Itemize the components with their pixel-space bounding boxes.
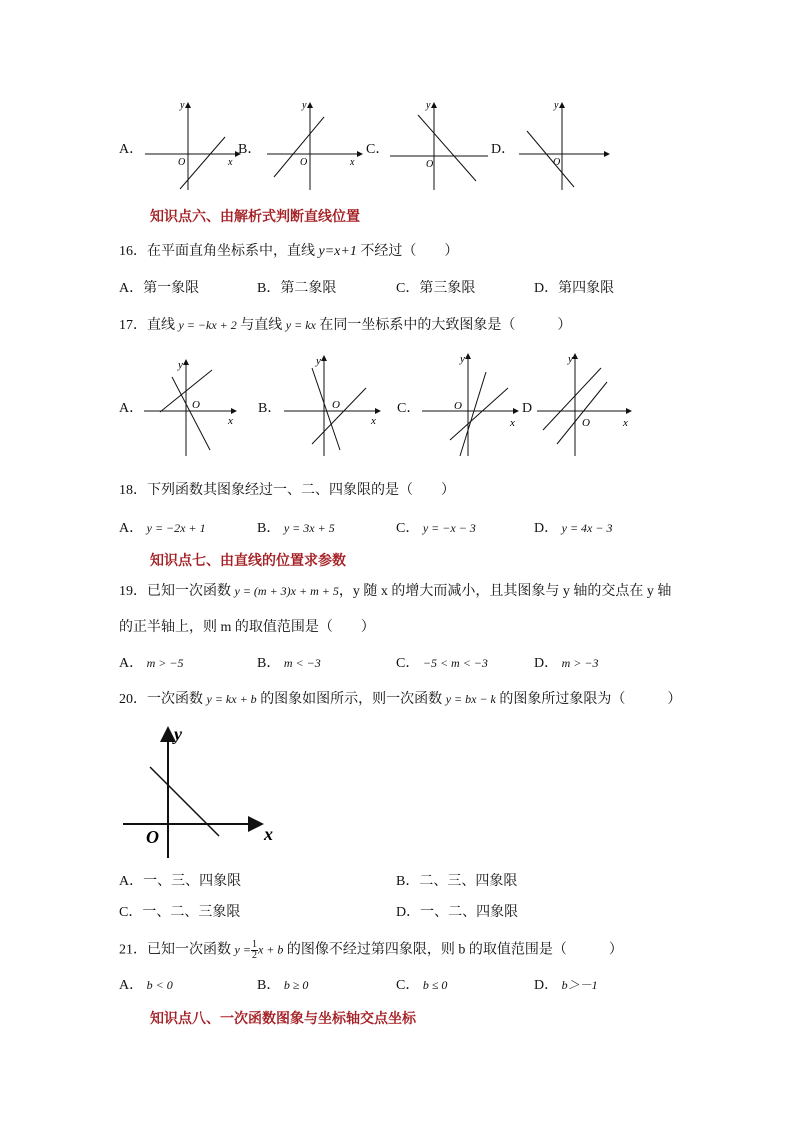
svg-text:O: O	[178, 157, 186, 168]
q18-option-d: D． y = 4x − 3	[534, 521, 613, 536]
q17-graph-a	[142, 352, 252, 462]
option-b-label: B．	[238, 142, 262, 157]
section-heading-7: 知识点七、由直线的位置求参数	[150, 552, 346, 568]
q17-graph-b	[282, 352, 392, 462]
svg-text:O: O	[300, 157, 308, 168]
svg-text:y: y	[426, 100, 431, 111]
q17-graph-c	[420, 352, 533, 462]
svg-text:y: y	[568, 353, 573, 365]
q19-option-d: D． m > −3	[534, 656, 599, 671]
question-21-stem: 21．已知一次函数 y = $\frac{1}{2}$ x + b 的图像不经过第四象限，则 b 的取值范围是（ ）	[119, 939, 623, 961]
q21-option-c: C． b ≤ 0	[396, 978, 448, 993]
q20-option-a: A．一、三、四象限	[119, 874, 242, 889]
svg-text:y: y	[316, 355, 321, 367]
q18-option-b: B． y = 3x + 5	[257, 521, 335, 536]
q18-option-c: C． y = −x − 3	[396, 521, 476, 536]
svg-text:x: x	[264, 824, 273, 844]
question-19-stem-line2: 的正半轴上，则 m 的取值范围是（ ）	[119, 620, 375, 635]
svg-text:O: O	[553, 157, 561, 168]
q21-option-d: D． b＞－1	[534, 978, 598, 993]
q18-option-a: A． y = −2x + 1	[119, 521, 206, 536]
q21-option-b: B． b ≥ 0	[257, 978, 309, 993]
option-a-label: A．	[119, 142, 144, 157]
svg-text:y: y	[460, 353, 465, 365]
option-d-label: D．	[491, 142, 516, 157]
svg-text:O: O	[146, 827, 159, 847]
question-16-stem: 16．在平面直角坐标系中，直线 y=x+1 不经过（ ）	[119, 244, 459, 259]
q19-option-c: C． −5 < m < −3	[396, 656, 488, 671]
q20-option-c: C．一、二、三象限	[119, 905, 241, 920]
q20-option-d: D．一、二、四象限	[396, 905, 519, 920]
question-18-stem: 18．下列函数其图象经过一、二、四象限的是（ ）	[119, 483, 455, 498]
svg-text:O: O	[582, 417, 590, 429]
q17-graph-d	[535, 352, 645, 462]
svg-text:y: y	[180, 100, 185, 111]
graph-top-d	[517, 95, 627, 195]
svg-text:y: y	[178, 359, 183, 371]
q19-option-a: A． m > −5	[119, 656, 184, 671]
q17-option-a-label: A．	[119, 401, 144, 416]
graph-top-a	[140, 95, 250, 195]
q17-option-b-label: B．	[258, 401, 282, 416]
svg-text:O: O	[454, 400, 462, 412]
q16-option-d: D．第四象限	[534, 281, 615, 296]
graph-top-b	[262, 95, 372, 195]
svg-text:x: x	[623, 417, 628, 429]
q17-option-d-label: D	[522, 401, 533, 416]
question-17-stem: 17．直线 y = −kx + 2 与直线 y = kx 在同一坐标系中的大致图象是（ ）	[119, 318, 572, 333]
graph-top-c	[388, 95, 498, 195]
q21-option-a: A． b < 0	[119, 978, 173, 993]
question-19-stem: 19．已知一次函数 y = (m + 3)x + m + 5，y 随 x 的增大而减小，且其图象与 y 轴的交点在 y 轴	[119, 584, 672, 599]
svg-text:O: O	[332, 399, 340, 411]
q16-option-b: B．第二象限	[257, 281, 337, 296]
q19-option-b: B． m < −3	[257, 656, 321, 671]
option-c-label: C．	[366, 142, 390, 157]
svg-text:x: x	[228, 157, 233, 168]
svg-text:x: x	[510, 417, 515, 429]
q20-graph	[120, 722, 285, 862]
svg-text:y: y	[302, 100, 307, 111]
svg-text:x: x	[350, 157, 355, 168]
svg-text:y: y	[554, 100, 559, 111]
svg-text:x: x	[371, 415, 376, 427]
svg-text:O: O	[192, 399, 200, 411]
section-heading-8: 知识点八、一次函数图象与坐标轴交点坐标	[150, 1010, 416, 1026]
q16-option-c: C．第三象限	[396, 281, 476, 296]
fraction: $\frac{1}{2}$	[251, 939, 257, 961]
svg-text:x: x	[228, 415, 233, 427]
question-20-stem: 20．一次函数 y = kx + b 的图象如图所示，则一次函数 y = bx − k 的图象所过象限为（ ）	[119, 692, 682, 707]
q16-option-a: A．第一象限	[119, 281, 200, 296]
q17-option-c-label: C．	[397, 401, 421, 416]
section-heading-6: 知识点六、由解析式判断直线位置	[150, 208, 360, 224]
svg-text:y: y	[174, 724, 182, 744]
q20-option-b: B．二、三、四象限	[396, 874, 518, 889]
svg-text:O: O	[426, 159, 434, 170]
